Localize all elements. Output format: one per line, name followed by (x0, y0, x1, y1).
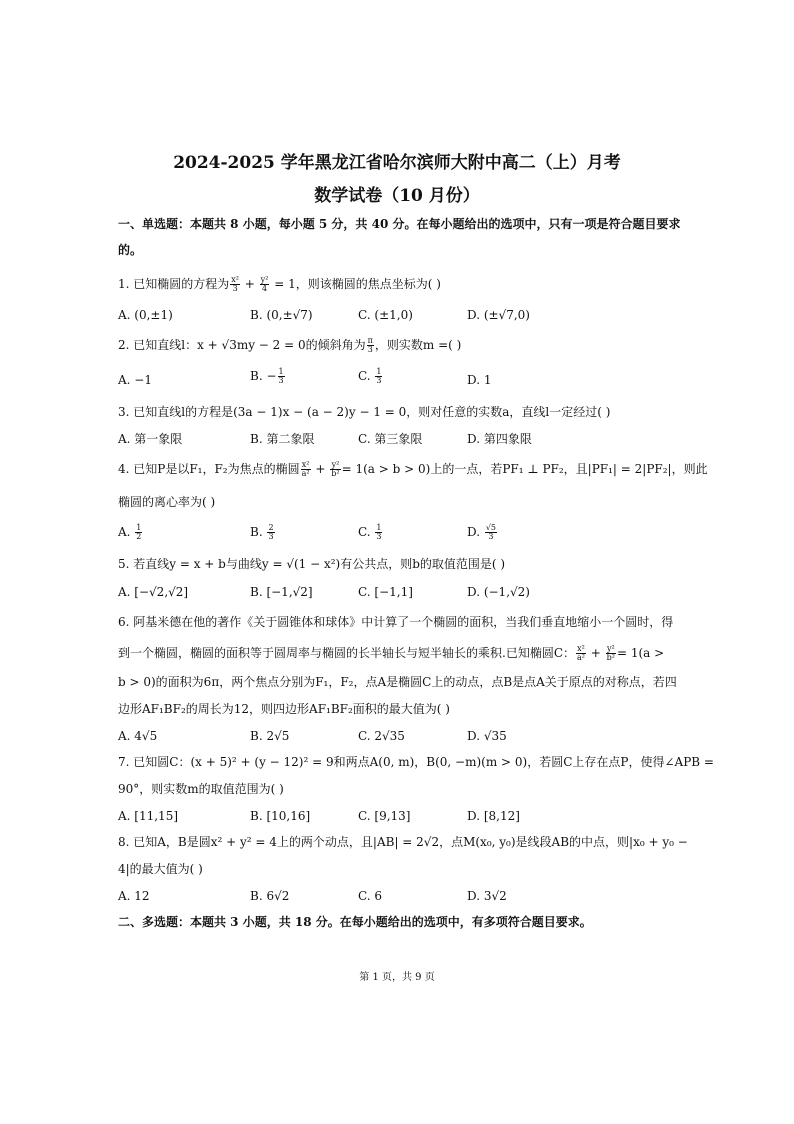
question-7: 7. 已知圆C：(x + 5)² + (y − 12)² = 9和两点A(0, m)，B(0, −m)(m > 0)，若圆C上存在点P，使得∠APB = (118, 755, 714, 769)
q2-option-d: D. 1 (467, 373, 492, 387)
q1-option-c: C. (±1,0) (358, 308, 413, 322)
q4-option-b: B. $\frac{2}{3}$ (250, 523, 274, 541)
question-4-cont: 椭圆的离心率为( ) (118, 495, 216, 509)
q1-frac-x: $\frac{\text{x²}}{3}$ (231, 275, 239, 293)
q1-option-b: B. (0,±√7) (250, 308, 313, 322)
section2-heading: 二、多选题：本题共 3 小题，共 18 分。在每小题给出的选项中，有多项符合题目要求。 (118, 915, 592, 929)
q2-option-c: C. $\frac{1}{3}$ (358, 367, 382, 385)
q4-option-d: D. $\frac{√5}{3}$ (467, 523, 497, 541)
question-1: 1. 已知椭圆的方程为 $\frac{\text{x²}}{3}$ + $\frac{\text{y²}}{4}$ = 1，则该椭圆的焦点坐标为( ) (118, 275, 441, 293)
q6-option-d: D. √35 (467, 729, 507, 743)
page-footer: 第 1 页，共 9 页 (359, 972, 435, 983)
exam-subtitle: 数学试卷（10 月份） (314, 186, 480, 206)
q7-option-a: A. [11,15] (118, 809, 179, 823)
question-6-line4: 边形AF₁BF₂的周长为12，则四边形AF₁BF₂面积的最大值为( ) (118, 702, 450, 716)
question-6: 6. 阿基米德在他的著作《关于圆锥体和球体》中计算了一个椭圆的面积，当我们垂直地缩小一个圆时，得 (118, 615, 674, 629)
exam-title: 2024-2025 学年黑龙江省哈尔滨师大附中高二（上）月考 (173, 153, 621, 173)
q8-option-a: A. 12 (118, 889, 150, 903)
q7-option-d: D. [8,12] (467, 809, 520, 823)
q1-option-a: A. (0,±1) (118, 308, 173, 322)
q5-option-c: C. [−1,1] (358, 585, 413, 599)
section1-heading-cont: 的。 (118, 243, 143, 257)
q2-option-b: B. − $\frac{1}{3}$ (250, 367, 284, 385)
q6-option-b: B. 2√5 (250, 729, 290, 743)
q6-option-c: C. 2√35 (358, 729, 405, 743)
q1-text-a: 1. 已知椭圆的方程为 (118, 277, 230, 291)
q2-frac-pi3: $\frac{\pi}{3}$ (367, 336, 373, 354)
q4-text-b: = 1(a > b > 0)上的一点，若PF₁ ⊥ PF₂，且|PF₁| = 2|PF₂|，则此 (341, 462, 708, 476)
question-2 (118, 337, 678, 354)
question-4: 4. 已知P是以F₁，F₂为焦点的椭圆 $\frac{\text{x²}}{\text{a²}}$ + $\frac{\text{y²}}{\text{b²}}$ = 1(a > b > 0)上的一点，若PF₁ ⊥ PF₂，且|PF₁| = 2|PF₂|，则此 (118, 460, 708, 478)
question-5: 5. 若直线y = x + b与曲线y = √(1 − x²)有公共点，则b的取值范围是( ) (118, 557, 506, 571)
q4-text-a: 4. 已知P是以F₁，F₂为焦点的椭圆 (118, 462, 300, 476)
question-8-cont: 4|的最大值为( ) (118, 862, 203, 876)
q3-option-c: C. 第三象限 (358, 432, 423, 446)
question-8: 8. 已知A，B是圆x² + y² = 4上的两个动点，且|AB| = 2√2，点M(x₀, y₀)是线段AB的中点，则|x₀ + y₀ − (118, 835, 688, 849)
question-6-line2: 到一个椭圆，椭圆的面积等于圆周率与椭圆的长半轴长与短半轴长的乘积.已知椭圆C： $\frac{\text{x²}}{\text{a²}}$ + $\frac{\text{y²}}{\text{b²}}$ = 1(a > (118, 644, 665, 662)
q8-option-c: C. 6 (358, 889, 383, 903)
q7-option-c: C. [9,13] (358, 809, 411, 823)
question-3: 3. 已知直线l的方程是(3a − 1)x − (a − 2)y − 1 = 0，则对任意的实数a，直线l一定经过( ) (118, 405, 611, 419)
q5-option-a: A. [−√2,√2] (118, 585, 189, 599)
q1-text-b: ，则该椭圆的焦点坐标为( ) (295, 277, 441, 291)
q6-option-a: A. 4√5 (118, 729, 158, 743)
q3-option-b: B. 第二象限 (250, 432, 315, 446)
q2-option-a: A. −1 (118, 373, 152, 387)
q8-option-d: D. 3√2 (467, 889, 507, 903)
q5-option-d: D. (−1,√2) (467, 585, 530, 599)
q2-text-b: ，则实数m =( ) (374, 338, 462, 352)
q4-option-a: A. $\frac{1}{2}$ (118, 523, 142, 541)
question-6-line3: b > 0)的面积为6π，两个焦点分别为F₁，F₂，点A是椭圆C上的动点，点B是点A关于原点的对称点，若四 (118, 675, 677, 689)
q5-option-b: B. [−1,√2] (250, 585, 313, 599)
question-7-cont: 90°，则实数m的取值范围为( ) (118, 782, 284, 796)
section1-heading: 一、单选题：本题共 8 小题，每小题 5 分，共 40 分。在每小题给出的选项中，只有一项是符合题目要求 (118, 217, 681, 231)
q3-option-a: A. 第一象限 (118, 432, 183, 446)
q8-option-b: B. 6√2 (250, 889, 290, 903)
q4-option-c: C. $\frac{1}{3}$ (358, 523, 382, 541)
q3-option-d: D. 第四象限 (467, 432, 532, 446)
q1-frac-y: $\frac{\text{y²}}{4}$ (260, 275, 269, 293)
q7-option-b: B. [10,16] (250, 809, 311, 823)
q1-option-d: D. (±√7,0) (467, 308, 530, 322)
q2-text-a: 2. 已知直线l：x + √3my − 2 = 0的倾斜角为 (118, 338, 366, 352)
